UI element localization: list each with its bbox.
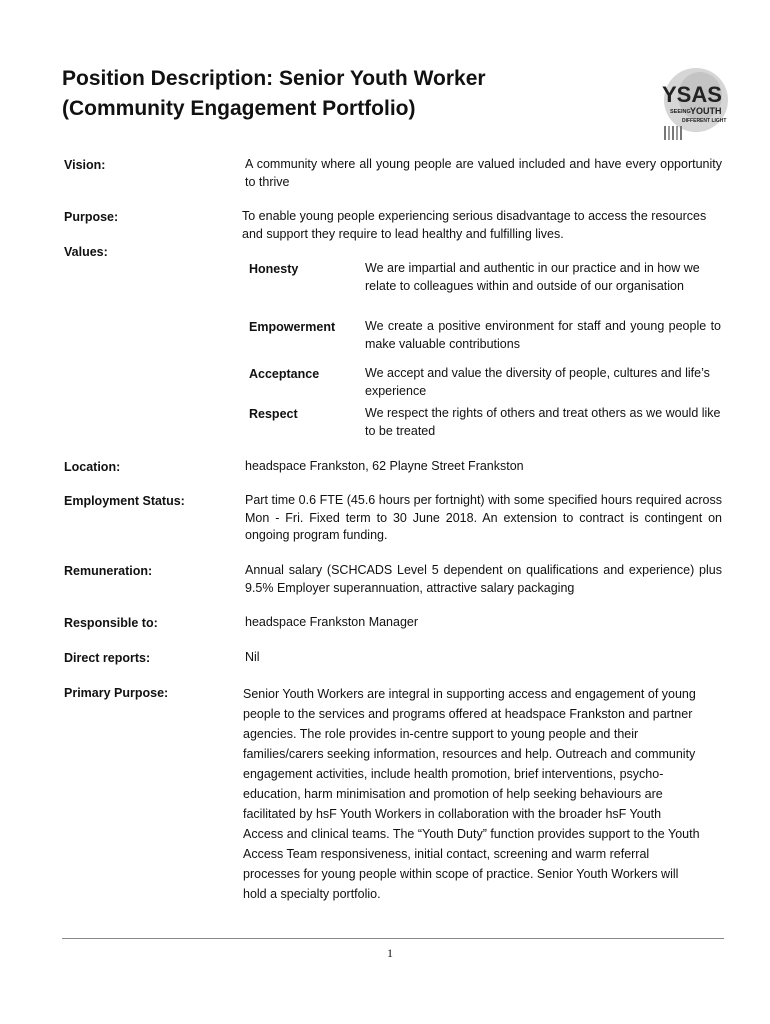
purpose-label: Purpose: (64, 210, 119, 224)
employment-status-text: Part time 0.6 FTE (45.6 hours per fortnight) with some specified hours required across Mon - Fri. Fixed term to 30 June 2018. An extension to contract is contingent on ongoing program funding. (245, 493, 722, 542)
logo-tagline-bottom: DIFFERENT LIGHT (682, 118, 727, 124)
value-name-acceptance: Acceptance (249, 367, 320, 381)
value-desc-respect: We respect the rights of others and treat others as we would like to be treated (365, 406, 721, 438)
direct-reports-label: Direct reports: (64, 651, 151, 665)
remuneration-label: Remuneration: (64, 564, 153, 578)
value-desc-acceptance: We accept and value the diversity of people, cultures and life’s experience (365, 366, 710, 398)
location-text: headspace Frankston, 62 Playne Street Frankston (245, 459, 524, 473)
value-desc-honesty: We are impartial and authentic in our practice and in how we relate to colleagues within and outside of our organisation (365, 261, 700, 293)
location-label: Location: (64, 460, 121, 474)
purpose-text: To enable young people experiencing serious disadvantage to access the resources and support they require to lead healthy and fulfilling lives. (242, 209, 707, 241)
vision-text: A community where all young people are valued included and have every opportunity to thrive (245, 157, 722, 189)
primary-purpose-label: Primary Purpose: (64, 686, 169, 700)
value-desc-empowerment: We create a positive environment for staff and young people to make valuable contributions (365, 319, 721, 351)
responsible-to-text: headspace Frankston Manager (245, 615, 419, 629)
title-line-2: (Community Engagement Portfolio) (62, 97, 416, 120)
title-line-1: Position Description: Senior Youth Worker (62, 67, 486, 90)
employment-status-label: Employment Status: (64, 494, 185, 508)
logo-wordmark: YSAS (662, 82, 722, 107)
vision-label: Vision: (64, 158, 106, 172)
values-label: Values: (64, 245, 108, 259)
page-number: 1 (387, 946, 393, 960)
value-name-empowerment: Empowerment (249, 320, 336, 334)
ysas-logo (656, 66, 732, 144)
logo-tagline-top: SEEING (670, 109, 691, 115)
remuneration-text: Annual salary (SCHCADS Level 5 dependent on qualifications and experience) plus 9.5% Employer superannuation, attractive salary packaging (245, 563, 722, 595)
value-name-respect: Respect (249, 407, 298, 421)
primary-purpose-text: Senior Youth Workers are integral in supporting access and engagement of young people to the services and programs offered at headspace Frankston and partner agencies. The role provides in-centre support to young people and their families/carers seeking information, resources and help. Outreach and community engagement activities, include health promotion, brief interventions, psycho-education, harm minimisation and promotion of help seeking behaviours are facilitated by hsF Youth Workers in collaboration with the broader hsF Youth Access and clinical teams. The “Youth Duty” function provides support to the Youth Access Team responsiveness, initial contact, screening and warm referral processes for young people within scope of practice. Senior Youth Workers will hold a specialty portfolio. (243, 687, 700, 901)
document-title (62, 64, 622, 124)
logo-tagline-mid: YOUTH (690, 106, 722, 116)
responsible-to-label: Responsible to: (64, 616, 158, 630)
direct-reports-text: Nil (245, 650, 260, 664)
ysas-logo-graphic (656, 66, 732, 144)
footer-divider (62, 938, 724, 939)
value-name-honesty: Honesty (249, 262, 299, 276)
